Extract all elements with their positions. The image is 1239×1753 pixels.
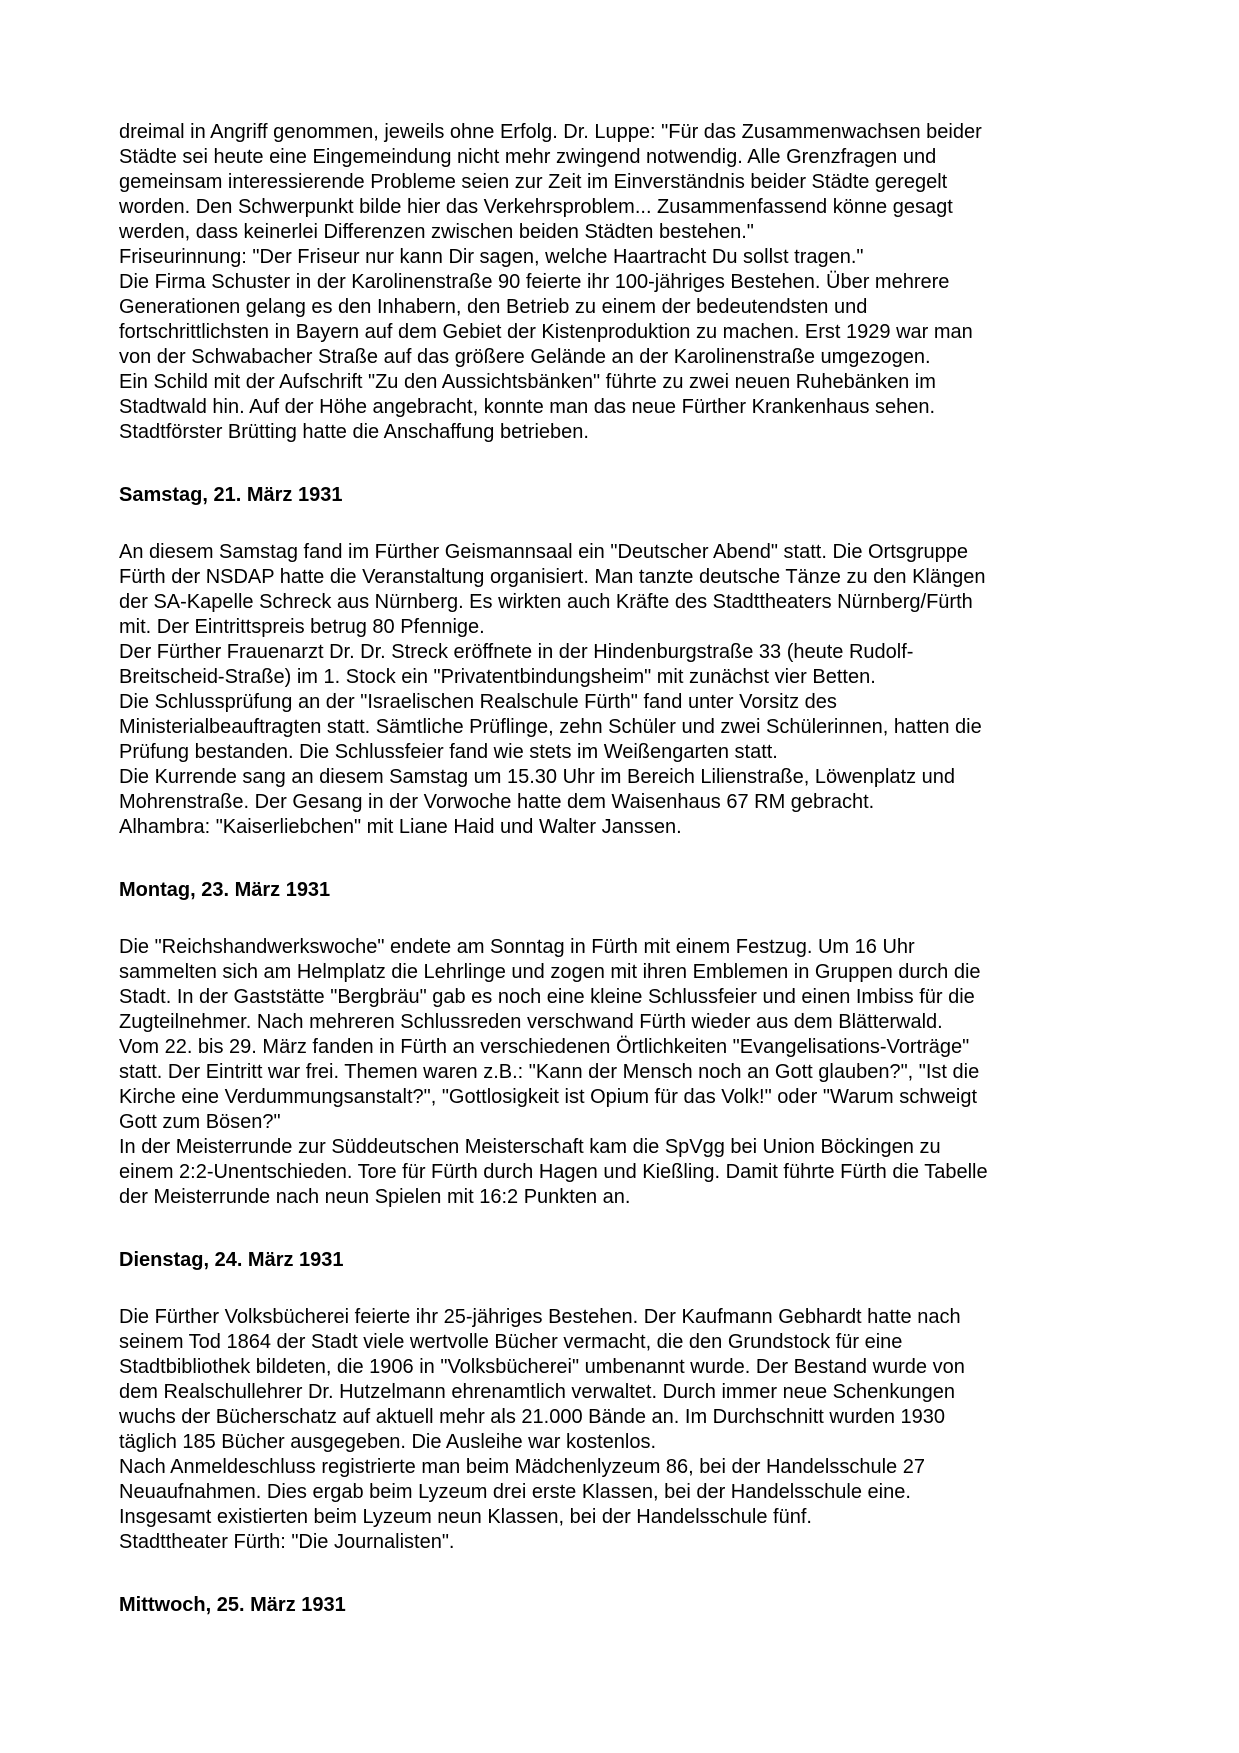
document-section	[119, 1248, 1179, 1555]
text-line: gemeinsam interessierende Probleme seien zur Zeit im Einverständnis beider Städte geregelt	[119, 171, 948, 193]
text-line: dreimal in Angriff genommen, jeweils ohne Erfolg. Dr. Luppe: "Für das Zusammenwachsen beider	[119, 121, 982, 143]
text-line: Stadtwald hin. Auf der Höhe angebracht, konnte man das neue Fürther Krankenhaus sehen.	[119, 396, 936, 418]
text-line: wuchs der Bücherschatz auf aktuell mehr als 21.000 Bände an. Im Durchschnitt wurden 1930	[119, 1406, 946, 1428]
text-line: Alhambra: "Kaiserliebchen" mit Liane Haid und Walter Janssen.	[119, 816, 682, 838]
text-line: mit. Der Eintrittspreis betrug 80 Pfennige.	[119, 616, 485, 638]
document-section	[119, 1593, 1179, 1618]
paragraph	[119, 540, 1179, 840]
section-date-heading: Mittwoch, 25. März 1931	[119, 1594, 346, 1616]
text-line: Zugteilnehmer. Nach mehreren Schlussreden verschwand Fürth wieder aus dem Blätterwald.	[119, 1011, 943, 1033]
text-line: Mohrenstraße. Der Gesang in der Vorwoche hatte dem Waisenhaus 67 RM gebracht.	[119, 791, 875, 813]
text-line: Nach Anmeldeschluss registrierte man beim Mädchenlyzeum 86, bei der Handelsschule 27	[119, 1456, 925, 1478]
text-line: dem Realschullehrer Dr. Hutzelmann ehrenamtlich verwaltet. Durch immer neue Schenkungen	[119, 1381, 955, 1403]
text-line: Insgesamt existierten beim Lyzeum neun Klassen, bei der Handelsschule fünf.	[119, 1506, 812, 1528]
text-line: Stadt. In der Gaststätte "Bergbräu" gab es noch eine kleine Schlussfeier und einen Imbiss für die	[119, 986, 975, 1008]
text-line: der Meisterrunde nach neun Spielen mit 16:2 Punkten an.	[119, 1186, 631, 1208]
paragraph	[119, 1305, 1179, 1555]
text-line: Die Schlussprüfung an der "Israelischen Realschule Fürth" fand unter Vorsitz des	[119, 691, 837, 713]
paragraph	[119, 935, 1179, 1210]
text-line: Stadtförster Brütting hatte die Anschaffung betrieben.	[119, 421, 589, 443]
text-line: Generationen gelang es den Inhabern, den Betrieb zu einem der bedeutendsten und	[119, 296, 868, 318]
text-line: täglich 185 Bücher ausgegeben. Die Ausleihe war kostenlos.	[119, 1431, 657, 1453]
text-line: fortschrittlichsten in Bayern auf dem Gebiet der Kistenproduktion zu machen. Erst 1929 war man	[119, 321, 973, 343]
text-line: Ein Schild mit der Aufschrift "Zu den Aussichtsbänken" führte zu zwei neuen Ruhebänken im	[119, 371, 936, 393]
section-date-heading: Montag, 23. März 1931	[119, 879, 331, 901]
document-section	[119, 878, 1179, 1210]
text-line: von der Schwabacher Straße auf das größere Gelände an der Karolinenstraße umgezogen.	[119, 346, 931, 368]
text-line: einem 2:2-Unentschieden. Tore für Fürth durch Hagen und Kießling. Damit führte Fürth die Tabelle	[119, 1161, 988, 1183]
text-line: An diesem Samstag fand im Fürther Geismannsaal ein "Deutscher Abend" statt. Die Ortsgruppe	[119, 541, 969, 563]
document-section	[119, 483, 1179, 840]
text-line: Kirche eine Verdummungsanstalt?", "Gottlosigkeit ist Opium für das Volk!" oder "Warum schweigt	[119, 1086, 978, 1108]
text-line: Friseurinnung: "Der Friseur nur kann Dir sagen, welche Haartracht Du sollst tragen."	[119, 246, 864, 268]
text-line: Fürth der NSDAP hatte die Veranstaltung organisiert. Man tanzte deutsche Tänze zu den Klängen	[119, 566, 986, 588]
text-line: Die "Reichshandwerkswoche" endete am Sonntag in Fürth mit einem Festzug. Um 16 Uhr	[119, 936, 915, 958]
text-line: der SA-Kapelle Schreck aus Nürnberg. Es wirkten auch Kräfte des Stadttheaters Nürnberg/Fürth	[119, 591, 973, 613]
section-date-heading: Samstag, 21. März 1931	[119, 484, 343, 506]
paragraph	[119, 120, 1179, 445]
text-line: statt. Der Eintritt war frei. Themen waren z.B.: "Kann der Mensch noch an Gott glauben?", "Ist die	[119, 1061, 980, 1083]
text-line: Prüfung bestanden. Die Schlussfeier fand wie stets im Weißengarten statt.	[119, 741, 778, 763]
text-line: Neuaufnahmen. Dies ergab beim Lyzeum drei erste Klassen, bei der Handelsschule eine.	[119, 1481, 911, 1503]
text-line: Breitscheid-Straße) im 1. Stock ein "Privatentbindungsheim" mit zunächst vier Betten.	[119, 666, 876, 688]
text-line: Stadtbibliothek bildeten, die 1906 in "Volksbücherei" umbenannt wurde. Der Bestand wurde von	[119, 1356, 965, 1378]
text-line: Die Firma Schuster in der Karolinenstraße 90 feierte ihr 100-jähriges Bestehen. Über mehrere	[119, 271, 950, 293]
text-line: Der Fürther Frauenarzt Dr. Dr. Streck eröffnete in der Hindenburgstraße 33 (heute Rudolf-	[119, 641, 914, 663]
text-line: In der Meisterrunde zur Süddeutschen Meisterschaft kam die SpVgg bei Union Böckingen zu	[119, 1136, 941, 1158]
document-section	[119, 120, 1179, 445]
text-line: Ministerialbeauftragten statt. Sämtliche Prüflinge, zehn Schüler und zwei Schülerinnen, hatten die	[119, 716, 982, 738]
text-line: Die Kurrende sang an diesem Samstag um 15.30 Uhr im Bereich Lilienstraße, Löwenplatz und	[119, 766, 955, 788]
section-date-heading: Dienstag, 24. März 1931	[119, 1249, 344, 1271]
text-line: Vom 22. bis 29. März fanden in Fürth an verschiedenen Örtlichkeiten "Evangelisations-Vorträge"	[119, 1036, 970, 1058]
text-line: seinem Tod 1864 der Stadt viele wertvolle Bücher vermacht, die den Grundstock für eine	[119, 1331, 903, 1353]
text-line: worden. Den Schwerpunkt bilde hier das Verkehrsproblem... Zusammenfassend könne gesagt	[119, 196, 953, 218]
text-line: Gott zum Bösen?"	[119, 1111, 281, 1133]
text-line: Städte sei heute eine Eingemeindung nicht mehr zwingend notwendig. Alle Grenzfragen und	[119, 146, 937, 168]
text-line: sammelten sich am Helmplatz die Lehrlinge und zogen mit ihren Emblemen in Gruppen durch die	[119, 961, 981, 983]
text-line: werden, dass keinerlei Differenzen zwischen beiden Städten bestehen."	[119, 221, 754, 243]
text-line: Stadttheater Fürth: "Die Journalisten".	[119, 1531, 455, 1553]
text-line: Die Fürther Volksbücherei feierte ihr 25-jähriges Bestehen. Der Kaufmann Gebhardt hatte nach	[119, 1306, 961, 1328]
